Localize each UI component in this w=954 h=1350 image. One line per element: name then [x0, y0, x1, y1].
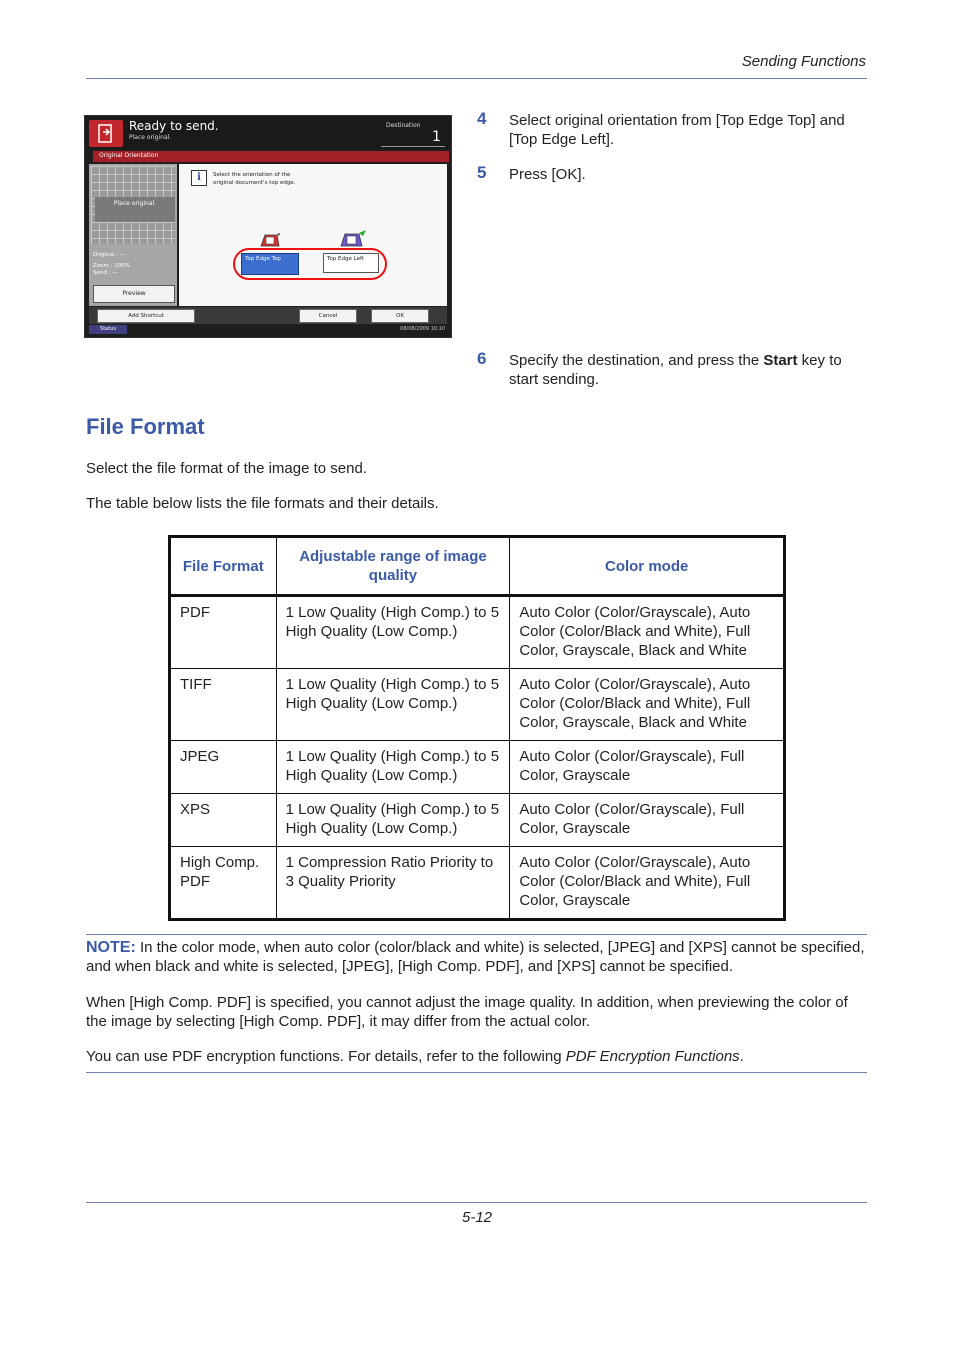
preview-grid: [91, 166, 175, 244]
table-cell: Auto Color (Color/Grayscale), Full Color, Grayscale: [510, 794, 785, 847]
table-cell: XPS: [170, 794, 277, 847]
original-info: [93, 252, 130, 277]
header-rule: [86, 78, 867, 79]
table-row: [170, 596, 785, 669]
instruction-text: [213, 171, 295, 187]
screen-top-bar: [85, 116, 451, 149]
table-row: [170, 741, 785, 794]
note-paragraph-2: When [High Comp. PDF] is specified, you cannot adjust the image quality. In addition, when previewing the color of the image by selecting [High Comp. PDF], it may differ from the actual color.: [86, 994, 848, 1030]
destination-label: Destination: [386, 122, 421, 129]
status-button[interactable]: Status: [89, 325, 127, 334]
table-cell: 1 Low Quality (High Comp.) to 5 High Quality (Low Comp.): [276, 596, 510, 669]
table-cell: 1 Low Quality (High Comp.) to 5 High Quality (Low Comp.): [276, 741, 510, 794]
table-cell: 1 Compression Ratio Priority to 3 Quality Priority: [276, 847, 510, 920]
step-6-number: 6: [477, 349, 487, 368]
table-row: [170, 669, 785, 741]
note-3-text-a: You can use PDF encryption functions. For details, refer to the following: [86, 1048, 566, 1065]
table-cell: High Comp. PDF: [170, 847, 277, 920]
section-title: File Format: [86, 414, 205, 439]
send-icon: [89, 120, 123, 147]
status-title: Ready to send.: [129, 119, 219, 133]
note-paragraph-1: [86, 938, 867, 976]
orientation-pane: [179, 164, 447, 306]
table-row: [170, 847, 785, 920]
preview-button[interactable]: Preview: [93, 285, 175, 303]
intro-paragraph-2: The table below lists the file formats and their details.: [86, 495, 439, 512]
cancel-button[interactable]: Cancel: [299, 309, 357, 323]
step-6-text-b: key to start sending.: [509, 352, 842, 388]
info-zoom: Zoom : 100%: [93, 263, 130, 269]
top-edge-left-label: Top Edge Left: [327, 256, 364, 262]
step-5-text: Press [OK].: [509, 166, 586, 183]
table-cell: JPEG: [170, 741, 277, 794]
note-3-text-b: .: [739, 1048, 744, 1065]
step-5-number: 5: [477, 163, 487, 182]
top-edge-left-icon: [339, 230, 367, 248]
info-send: Send : ---: [93, 270, 119, 276]
step-4-text: Select original orientation from [Top Edge Top] and [Top Edge Left].: [509, 112, 845, 148]
ok-button[interactable]: OK: [371, 309, 429, 323]
info-icon: i: [191, 170, 207, 186]
add-shortcut-button[interactable]: Add Shortcut: [97, 309, 195, 323]
page-number: 5-12: [461, 1209, 493, 1226]
step-6-text-a: Specify the destination, and press the: [509, 352, 764, 369]
destination-divider: [381, 146, 445, 147]
top-edge-top-label: Top Edge Top: [245, 256, 281, 262]
table-cell: Auto Color (Color/Grayscale), Auto Color (Color/Black and White), Full Color, Grayscale, Black and White: [510, 669, 785, 741]
top-edge-top-button[interactable]: [241, 253, 299, 275]
top-edge-top-icon: [259, 232, 281, 248]
note-bottom-rule: [86, 1072, 867, 1073]
info-original: Original : ---: [93, 252, 126, 258]
datetime: 08/08/2009 10:10: [400, 326, 445, 332]
step-4-number: 4: [477, 109, 487, 128]
note-label: NOTE:: [86, 939, 136, 956]
intro-paragraph-1: Select the file format of the image to send.: [86, 460, 367, 477]
table-cell: 1 Low Quality (High Comp.) to 5 High Quality (Low Comp.): [276, 794, 510, 847]
footer-rule: [86, 1202, 867, 1203]
table-cell: TIFF: [170, 669, 277, 741]
top-edge-left-button[interactable]: [323, 253, 379, 273]
device-screen: [84, 115, 452, 338]
note-1-text: In the color mode, when auto color (color/black and white) is selected, [JPEG] and [XPS] cannot be specified, and when black and white is selected, [JPEG], [High Comp. PDF], and [XPS] cannot be specified.: [86, 939, 865, 975]
table-cell: Auto Color (Color/Grayscale), Full Color, Grayscale: [510, 741, 785, 794]
column-header: Adjustable range of image quality: [276, 537, 510, 596]
panel-title: Original Orientation: [99, 152, 159, 159]
instruction-line-2: original document's top edge.: [213, 180, 296, 186]
column-header: File Format: [170, 537, 277, 596]
status-subtitle: Place original.: [129, 134, 172, 141]
place-original-box: Place original.: [95, 197, 175, 222]
table-row: [170, 794, 785, 847]
note-paragraph-3: [86, 1047, 867, 1066]
table-cell: 1 Low Quality (High Comp.) to 5 High Quality (Low Comp.): [276, 669, 510, 741]
start-key-label: Start: [763, 352, 798, 369]
instruction-line-1: Select the orientation of the: [213, 172, 291, 178]
table-cell: Auto Color (Color/Grayscale), Auto Color (Color/Black and White), Full Color, Grayscale: [510, 847, 785, 920]
table-header-row: [170, 537, 785, 596]
step-6-text: [509, 351, 869, 389]
table-cell: PDF: [170, 596, 277, 669]
panel-title-bar: [93, 151, 449, 162]
note-top-rule: [86, 934, 867, 935]
running-header: Sending Functions: [741, 53, 866, 70]
table-cell: Auto Color (Color/Grayscale), Auto Color (Color/Black and White), Full Color, Grayscale, Black and White: [510, 596, 785, 669]
column-header: Color mode: [510, 537, 785, 596]
screen-bottom-bar: [89, 307, 447, 324]
pdf-encryption-reference: PDF Encryption Functions: [565, 1048, 740, 1065]
preview-pane: [89, 164, 177, 306]
file-format-table: [168, 535, 786, 921]
destination-count: 1: [432, 129, 441, 145]
